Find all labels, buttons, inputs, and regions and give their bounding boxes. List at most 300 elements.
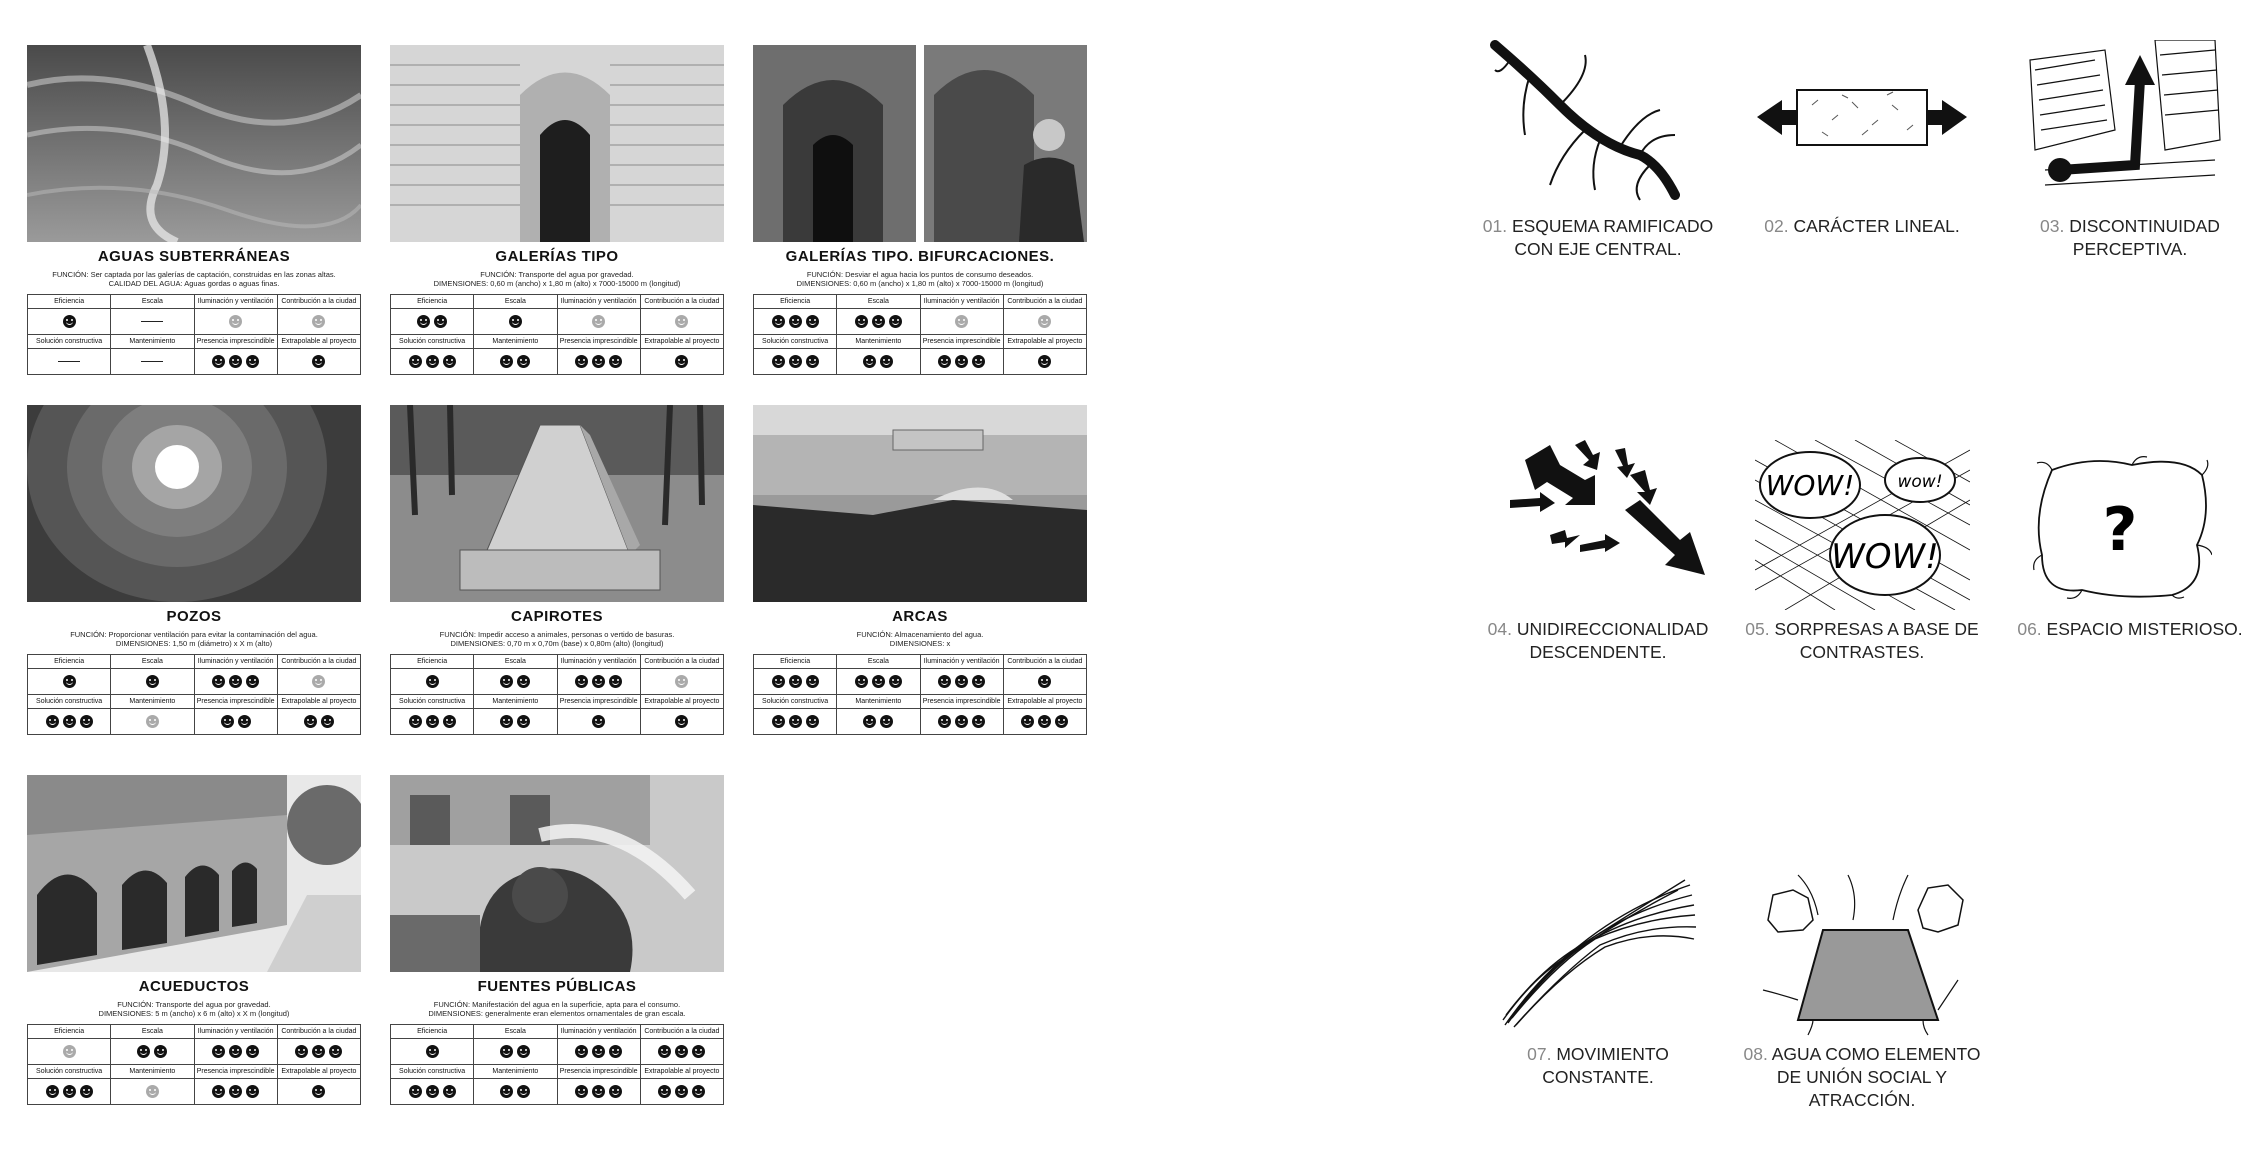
header-presencia: Presencia imprescindible [557, 1065, 640, 1079]
smiley-face-icon [212, 355, 225, 368]
header-eficiencia: Eficiencia [28, 655, 111, 669]
concept-number: 02. [1764, 216, 1789, 236]
rating-cell [920, 349, 1003, 375]
smiley-face-icon [426, 715, 439, 728]
rating-cell [391, 349, 474, 375]
header-mantenimiento: Mantenimiento [474, 695, 557, 709]
rating-cell [557, 309, 640, 335]
rating-cell [474, 1039, 557, 1065]
header-eficiencia: Eficiencia [754, 295, 837, 309]
smiley-face-icon [1021, 715, 1034, 728]
smiley-face-icon [609, 1045, 622, 1058]
rating-cell [391, 1079, 474, 1105]
rating-cell [920, 669, 1003, 695]
header-extrapolable: Extrapolable al proyecto [640, 1065, 723, 1079]
smiley-face-icon [304, 715, 317, 728]
rating-cell [557, 669, 640, 695]
header-extrapolable: Extrapolable al proyecto [640, 695, 723, 709]
header-mantenimiento: Mantenimiento [111, 335, 194, 349]
evaluation-table [27, 294, 361, 375]
smiley-face-icon [692, 1045, 705, 1058]
rating-cell [474, 709, 557, 735]
rating-cell [1003, 709, 1086, 735]
header-escala: Escala [111, 295, 194, 309]
smiley-face-icon [592, 1045, 605, 1058]
card-description: FUNCIÓN: Proporcionar ventilación para evitar la contaminación del agua. DIMENSIONES: 1,50 m (diámetro) x X m (alto) [70, 630, 318, 648]
wow-text-large-2: WOW! [1831, 537, 1939, 577]
neutral-face-icon [675, 675, 688, 688]
smiley-face-icon [863, 355, 876, 368]
rating-cell [391, 1039, 474, 1065]
card-fuentes-publicas [390, 775, 724, 1105]
rating-cell [277, 349, 360, 375]
header-escala: Escala [474, 1025, 557, 1039]
mysterious-space-icon [2032, 455, 2212, 600]
smiley-face-icon [500, 1045, 513, 1058]
card-title: ARCAS [892, 608, 948, 625]
rating-cell [640, 309, 723, 335]
header-contribucion: Contribución a la ciudad [640, 1025, 723, 1039]
smiley-face-icon [154, 1045, 167, 1058]
card-arcas [753, 405, 1087, 735]
concept-caption-07 [1478, 1043, 1718, 1089]
rating-cell [277, 669, 360, 695]
header-eficiencia: Eficiencia [28, 295, 111, 309]
concept-caption-06 [2010, 618, 2244, 641]
card-description: FUNCIÓN: Transporte del agua por gravedad. DIMENSIONES: 5 m (ancho) x 6 m (alto) x X m (longitud) [98, 1000, 290, 1018]
rating-cell [194, 349, 277, 375]
header-presencia: Presencia imprescindible [194, 695, 277, 709]
smiley-face-icon [955, 675, 968, 688]
neutral-face-icon [146, 715, 159, 728]
rating-cell [474, 309, 557, 335]
rating-cell [754, 709, 837, 735]
rating-cell [1003, 309, 1086, 335]
smiley-face-icon [312, 355, 325, 368]
header-mantenimiento: Mantenimiento [837, 695, 920, 709]
smiley-face-icon [972, 355, 985, 368]
evaluation-table [753, 294, 1087, 375]
smiley-face-icon [609, 675, 622, 688]
header-escala: Escala [837, 295, 920, 309]
smiley-face-icon [63, 715, 76, 728]
smiley-face-icon [321, 715, 334, 728]
smiley-face-icon [500, 715, 513, 728]
smiley-face-icon [806, 315, 819, 328]
header-extrapolable: Extrapolable al proyecto [1003, 335, 1086, 349]
smiley-face-icon [443, 715, 456, 728]
smiley-face-icon [575, 675, 588, 688]
evaluation-table [27, 1024, 361, 1105]
smiley-face-icon [880, 355, 893, 368]
neutral-face-icon [1038, 315, 1051, 328]
rating-cell [277, 1039, 360, 1065]
concept-number: 05. [1745, 619, 1770, 639]
rating-cell [28, 1079, 111, 1105]
smiley-face-icon [675, 1085, 688, 1098]
smiley-face-icon [789, 675, 802, 688]
smiley-face-icon [872, 315, 885, 328]
rating-cell [557, 1079, 640, 1105]
smiley-face-icon [46, 1085, 59, 1098]
card-galerias-tipo [390, 45, 724, 375]
concept-caption-03 [2010, 215, 2244, 261]
header-contribucion: Contribución a la ciudad [277, 1025, 360, 1039]
smiley-face-icon [246, 1045, 259, 1058]
rating-cell [194, 309, 277, 335]
wow-text-small: wow! [1897, 472, 1943, 492]
header-mantenimiento: Mantenimiento [111, 695, 194, 709]
smiley-face-icon [500, 1085, 513, 1098]
header-contribucion: Contribución a la ciudad [277, 295, 360, 309]
header-presencia: Presencia imprescindible [557, 695, 640, 709]
rating-cell [28, 709, 111, 735]
neutral-face-icon [229, 315, 242, 328]
constant-movement-icon [1500, 875, 1700, 1035]
smiley-face-icon [955, 715, 968, 728]
rating-cell [640, 1079, 723, 1105]
rating-cell [837, 709, 920, 735]
smiley-face-icon [872, 675, 885, 688]
rating-cell [111, 309, 194, 335]
smiley-face-icon [789, 715, 802, 728]
header-iluminacion: Iluminación y ventilación [194, 295, 277, 309]
card-description: FUNCIÓN: Impedir acceso a animales, personas o vertido de basuras. DIMENSIONES: 0,70 m x 0,70m (base) x 0,80m (alto) (longitud) [439, 630, 675, 648]
smiley-face-icon [229, 355, 242, 368]
smiley-face-icon [592, 355, 605, 368]
smiley-face-icon [221, 715, 234, 728]
card-description: FUNCIÓN: Almacenamiento del agua. DIMENSIONES: x [856, 630, 984, 648]
concept-caption-02 [1742, 215, 1982, 238]
header-extrapolable: Extrapolable al proyecto [277, 335, 360, 349]
rating-cell [557, 349, 640, 375]
smiley-face-icon [609, 1085, 622, 1098]
smiley-face-icon [938, 675, 951, 688]
smiley-face-icon [658, 1085, 671, 1098]
smiley-face-icon [434, 315, 447, 328]
header-mantenimiento: Mantenimiento [111, 1065, 194, 1079]
header-extrapolable: Extrapolable al proyecto [640, 335, 723, 349]
smiley-face-icon [880, 715, 893, 728]
evaluation-table [390, 1024, 724, 1105]
photo-aqueduct [27, 775, 361, 972]
smiley-face-icon [955, 355, 968, 368]
header-solucion: Solución constructiva [391, 695, 474, 709]
header-mantenimiento: Mantenimiento [474, 1065, 557, 1079]
header-presencia: Presencia imprescindible [920, 695, 1003, 709]
smiley-face-icon [806, 675, 819, 688]
rating-cell [391, 709, 474, 735]
smiley-face-icon [517, 1085, 530, 1098]
smiley-face-icon [509, 315, 522, 328]
card-pozos [27, 405, 361, 735]
header-escala: Escala [837, 655, 920, 669]
rating-cell [194, 669, 277, 695]
rating-cell [920, 309, 1003, 335]
smiley-face-icon [575, 1085, 588, 1098]
rating-dash [58, 361, 80, 362]
smiley-face-icon [609, 355, 622, 368]
rating-cell [640, 669, 723, 695]
card-description: FUNCIÓN: Transporte del agua por gravedad. DIMENSIONES: 0,60 m (ancho) x 1,80 m (alto) x 7000-15000 m (longitud) [433, 270, 681, 288]
rating-cell [194, 709, 277, 735]
concept-text: UNIDIRECCIONALIDAD DESCENDENTE. [1516, 619, 1709, 662]
smiley-face-icon [575, 1045, 588, 1058]
rating-cell [754, 309, 837, 335]
smiley-face-icon [212, 1045, 225, 1058]
smiley-face-icon [212, 675, 225, 688]
rating-cell [640, 709, 723, 735]
smiley-face-icon [1038, 355, 1051, 368]
header-escala: Escala [474, 655, 557, 669]
card-description: FUNCIÓN: Desviar el agua hacia los puntos de consumo deseados. DIMENSIONES: 0,60 m (ancho) x 1,80 m (alto) x 7000-15000 m (longitud) [796, 270, 1044, 288]
smiley-face-icon [855, 675, 868, 688]
photo-left-tunnel [753, 45, 916, 242]
rating-cell [277, 709, 360, 735]
neutral-face-icon [675, 315, 688, 328]
rating-cell [1003, 669, 1086, 695]
smiley-face-icon [80, 1085, 93, 1098]
card-acueductos [27, 775, 361, 1105]
smiley-face-icon [517, 1045, 530, 1058]
header-escala: Escala [474, 295, 557, 309]
smiley-face-icon [63, 315, 76, 328]
card-aguas-subterraneas [27, 45, 361, 375]
smiley-face-icon [212, 1085, 225, 1098]
rating-cell [837, 349, 920, 375]
header-iluminacion: Iluminación y ventilación [194, 655, 277, 669]
concept-text: CARÁCTER LINEAL. [1793, 216, 1960, 236]
neutral-face-icon [63, 1045, 76, 1058]
smiley-face-icon [443, 355, 456, 368]
rating-cell [391, 309, 474, 335]
header-escala: Escala [111, 655, 194, 669]
smiley-face-icon [500, 675, 513, 688]
smiley-face-icon [500, 355, 513, 368]
concept-number: 01. [1482, 216, 1508, 236]
smiley-face-icon [972, 675, 985, 688]
smiley-face-icon [409, 715, 422, 728]
concept-caption-08 [1742, 1043, 1982, 1112]
rating-cell [557, 709, 640, 735]
perceptual-discontinuity-icon [2025, 40, 2225, 200]
header-contribucion: Contribución a la ciudad [1003, 655, 1086, 669]
concept-text: ESPACIO MISTERIOSO. [2046, 619, 2243, 639]
header-extrapolable: Extrapolable al proyecto [277, 695, 360, 709]
header-solucion: Solución constructiva [28, 1065, 111, 1079]
header-iluminacion: Iluminación y ventilación [557, 295, 640, 309]
card-title: CAPIROTES [510, 608, 603, 625]
rating-cell [111, 709, 194, 735]
smiley-face-icon [592, 675, 605, 688]
smiley-face-icon [592, 715, 605, 728]
header-mantenimiento: Mantenimiento [474, 335, 557, 349]
header-iluminacion: Iluminación y ventilación [557, 1025, 640, 1039]
rating-dash [141, 321, 163, 322]
rating-cell [837, 309, 920, 335]
evaluation-table [390, 294, 724, 375]
header-solucion: Solución constructiva [754, 695, 837, 709]
smiley-face-icon [295, 1045, 308, 1058]
concept-caption-05 [1742, 618, 1982, 664]
rating-cell [277, 309, 360, 335]
rating-cell [754, 349, 837, 375]
concept-number: 06. [2017, 619, 2042, 639]
header-presencia: Presencia imprescindible [194, 335, 277, 349]
header-escala: Escala [111, 1025, 194, 1039]
rating-cell [474, 1079, 557, 1105]
rating-cell [640, 1039, 723, 1065]
header-eficiencia: Eficiencia [391, 655, 474, 669]
smiley-face-icon [63, 1085, 76, 1098]
header-eficiencia: Eficiencia [391, 1025, 474, 1039]
wow-text-large-1: WOW! [1765, 469, 1855, 502]
header-contribucion: Contribución a la ciudad [640, 655, 723, 669]
smiley-face-icon [137, 1045, 150, 1058]
wow-surprise-icon [1755, 440, 1970, 610]
smiley-face-icon [238, 715, 251, 728]
evaluation-table [390, 654, 724, 735]
card-description: FUNCIÓN: Manifestación del agua en la superficie, apta para el consumo. DIMENSIONES: generalmente eran elementos ornamentales de gran escala. [428, 1000, 686, 1018]
smiley-face-icon [1038, 675, 1051, 688]
smiley-face-icon [658, 1045, 671, 1058]
header-presencia: Presencia imprescindible [557, 335, 640, 349]
linear-character-icon [1752, 80, 1972, 160]
concept-number: 04. [1487, 619, 1512, 639]
smiley-face-icon [889, 315, 902, 328]
photo-public-fountain [390, 775, 724, 972]
photo-well [27, 405, 361, 602]
smiley-face-icon [517, 675, 530, 688]
rating-cell [28, 1039, 111, 1065]
header-presencia: Presencia imprescindible [920, 335, 1003, 349]
smiley-face-icon [592, 1085, 605, 1098]
header-iluminacion: Iluminación y ventilación [920, 655, 1003, 669]
smiley-face-icon [517, 355, 530, 368]
header-extrapolable: Extrapolable al proyecto [277, 1065, 360, 1079]
smiley-face-icon [972, 715, 985, 728]
rating-cell [28, 669, 111, 695]
header-solucion: Solución constructiva [28, 335, 111, 349]
card-title: FUENTES PÚBLICAS [477, 978, 637, 995]
rating-cell [557, 1039, 640, 1065]
smiley-face-icon [1038, 715, 1051, 728]
smiley-face-icon [312, 1045, 325, 1058]
rating-cell [837, 669, 920, 695]
header-solucion: Solución constructiva [391, 335, 474, 349]
card-title: GALERÍAS TIPO. BIFURCACIONES. [785, 248, 1055, 265]
header-eficiencia: Eficiencia [754, 655, 837, 669]
concept-number: 08. [1743, 1044, 1768, 1064]
concept-caption-01 [1478, 215, 1718, 261]
concept-text: SORPRESAS A BASE DE CONTRASTES. [1774, 619, 1979, 662]
smiley-face-icon [575, 355, 588, 368]
concept-number: 07. [1527, 1044, 1552, 1064]
smiley-face-icon [692, 1085, 705, 1098]
concept-number: 03. [2040, 216, 2065, 236]
smiley-face-icon [1055, 715, 1068, 728]
card-capirotes [390, 405, 724, 735]
smiley-face-icon [863, 715, 876, 728]
smiley-face-icon [426, 1085, 439, 1098]
rating-cell [277, 1079, 360, 1105]
header-iluminacion: Iluminación y ventilación [557, 655, 640, 669]
smiley-face-icon [426, 1045, 439, 1058]
photo-right-tunnel-person [924, 45, 1087, 242]
header-solucion: Solución constructiva [754, 335, 837, 349]
smiley-face-icon [229, 1045, 242, 1058]
smiley-face-icon [417, 315, 430, 328]
smiley-face-icon [789, 355, 802, 368]
branching-scheme-icon [1490, 35, 1700, 205]
smiley-face-icon [517, 715, 530, 728]
rating-cell [474, 669, 557, 695]
smiley-face-icon [675, 355, 688, 368]
header-iluminacion: Iluminación y ventilación [194, 1025, 277, 1039]
smiley-face-icon [772, 715, 785, 728]
photo-water-reservoir [753, 405, 1087, 602]
header-contribucion: Contribución a la ciudad [1003, 295, 1086, 309]
header-eficiencia: Eficiencia [391, 295, 474, 309]
smiley-face-icon [806, 355, 819, 368]
smiley-face-icon [146, 675, 159, 688]
neutral-face-icon [592, 315, 605, 328]
rating-cell [28, 309, 111, 335]
rating-cell [391, 669, 474, 695]
rating-cell [111, 1079, 194, 1105]
smiley-face-icon [80, 715, 93, 728]
smiley-face-icon [426, 675, 439, 688]
rating-cell [28, 349, 111, 375]
smiley-face-icon [938, 355, 951, 368]
smiley-face-icon [772, 355, 785, 368]
smiley-face-icon [246, 675, 259, 688]
smiley-face-icon [675, 715, 688, 728]
smiley-face-icon [46, 715, 59, 728]
card-galerias-bifurcaciones [753, 45, 1087, 375]
header-contribucion: Contribución a la ciudad [277, 655, 360, 669]
rating-cell [1003, 349, 1086, 375]
smiley-face-icon [409, 1085, 422, 1098]
smiley-face-icon [789, 315, 802, 328]
rating-cell [194, 1079, 277, 1105]
card-title: POZOS [166, 608, 222, 625]
evaluation-table [27, 654, 361, 735]
question-mark: ? [2102, 495, 2138, 565]
rating-cell [474, 349, 557, 375]
smiley-face-icon [855, 315, 868, 328]
header-iluminacion: Iluminación y ventilación [920, 295, 1003, 309]
neutral-face-icon [312, 315, 325, 328]
header-extrapolable: Extrapolable al proyecto [1003, 695, 1086, 709]
rating-cell [111, 1039, 194, 1065]
card-title: ACUEDUCTOS [138, 978, 250, 995]
photo-brick-gallery [390, 45, 724, 242]
concept-text: DISCONTINUIDAD PERCEPTIVA. [2069, 216, 2220, 259]
header-contribucion: Contribución a la ciudad [640, 295, 723, 309]
neutral-face-icon [146, 1085, 159, 1098]
header-mantenimiento: Mantenimiento [837, 335, 920, 349]
smiley-face-icon [889, 675, 902, 688]
rating-cell [194, 1039, 277, 1065]
rating-dash [141, 361, 163, 362]
smiley-face-icon [246, 1085, 259, 1098]
concept-caption-04 [1478, 618, 1718, 664]
smiley-face-icon [443, 1085, 456, 1098]
smiley-face-icon [806, 715, 819, 728]
neutral-face-icon [312, 675, 325, 688]
concept-text: AGUA COMO ELEMENTO DE UNIÓN SOCIAL Y ATRACCIÓN. [1771, 1044, 1981, 1110]
